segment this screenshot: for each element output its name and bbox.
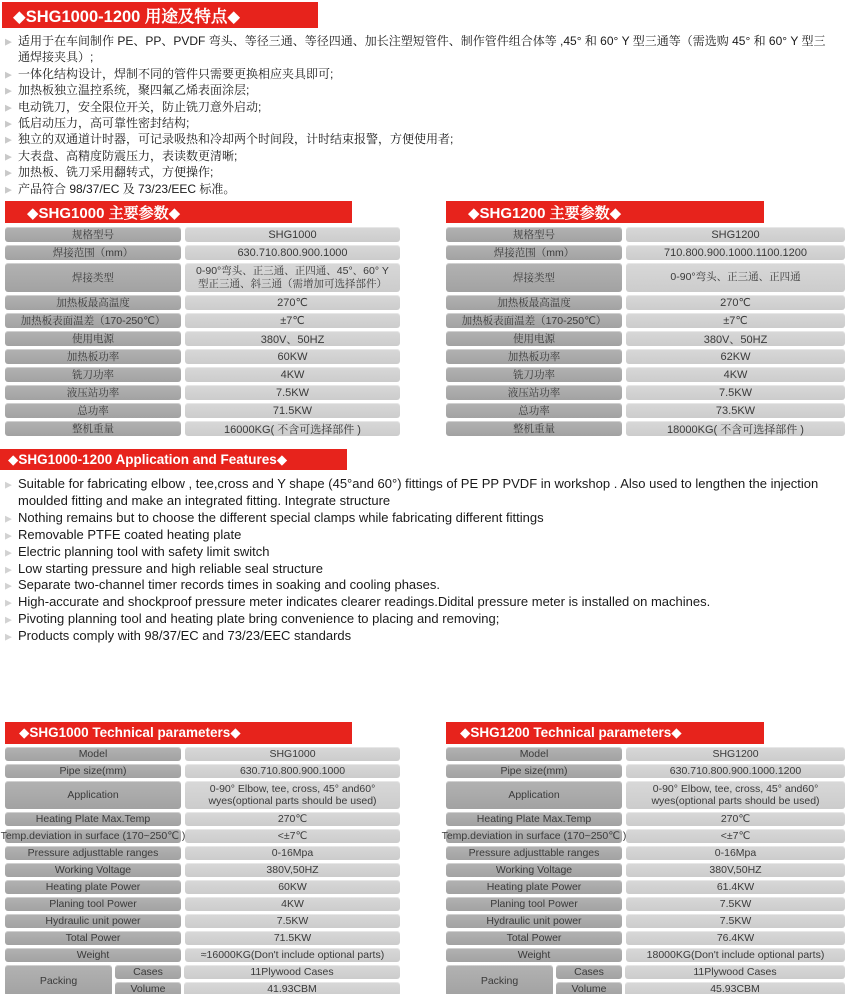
row-value: <±7℃ <box>626 829 845 843</box>
table-row <box>446 764 845 778</box>
table-row <box>5 349 400 364</box>
table-row <box>5 880 400 894</box>
table-row <box>446 421 845 436</box>
table-row <box>0 829 400 843</box>
table-row <box>446 263 845 292</box>
bullet-triangle-icon: ▶ <box>5 580 12 591</box>
tech-table-shg1000 <box>0 722 400 994</box>
table-row <box>5 331 400 346</box>
row-value: 61.4KW <box>626 880 845 894</box>
row-value: ±7℃ <box>185 313 400 328</box>
feature-text: 电动铣刀，安全限位开关，防止铣刀意外启动; <box>18 99 262 114</box>
row-value: 4KW <box>185 897 400 911</box>
packing-label: Packing <box>5 965 112 994</box>
feature-text: Products comply with 98/37/EC and 73/23/EEC standards <box>18 628 352 644</box>
table-row <box>446 367 845 382</box>
feature-item <box>5 611 827 628</box>
row-label: Application <box>446 781 622 809</box>
bullet-triangle-icon: ▶ <box>5 530 12 541</box>
table-row <box>5 295 400 310</box>
bullet-triangle-icon: ▶ <box>5 36 12 47</box>
table-row <box>446 781 845 809</box>
table-row <box>5 781 400 809</box>
row-label: Heating Plate Max.Temp <box>446 812 622 826</box>
row-label: 总功率 <box>5 403 181 418</box>
table-row <box>5 263 400 292</box>
table-row <box>441 829 845 843</box>
feature-item <box>5 164 829 180</box>
row-label: Model <box>446 747 622 761</box>
table-row <box>446 385 845 400</box>
table-row <box>446 880 845 894</box>
packing-sub-label: Volume <box>115 982 181 994</box>
row-value: 60KW <box>185 880 400 894</box>
row-label: Working Voltage <box>5 863 181 877</box>
row-label: 整机重量 <box>446 421 622 436</box>
row-value: 270℃ <box>626 295 845 310</box>
row-label: 液压站功率 <box>5 385 181 400</box>
table-title-shg1000-params: ◆SHG1000 主要参数◆ <box>5 201 352 223</box>
table-title-shg1000-tech: ◆SHG1000 Technical parameters◆ <box>5 722 352 744</box>
feature-list-cn <box>5 33 829 197</box>
row-label: Total Power <box>446 931 622 945</box>
bullet-triangle-icon: ▶ <box>5 69 12 80</box>
row-label: Model <box>5 747 181 761</box>
feature-text: Nothing remains but to choose the different special clamps while fabricating different fittings <box>18 509 544 525</box>
row-label: 加热板最高温度 <box>446 295 622 310</box>
row-value: 380V、50HZ <box>185 331 400 346</box>
table-row <box>446 227 845 242</box>
row-value: 0-90°弯头、正三通、正四通 <box>626 263 845 292</box>
packing-value: 11Plywood Cases <box>625 965 845 979</box>
row-label: Planing tool Power <box>446 897 622 911</box>
bullet-triangle-icon: ▶ <box>5 547 12 558</box>
row-value: 270℃ <box>185 812 400 826</box>
row-value: 0-16Mpa <box>626 846 845 860</box>
row-label: Temp.deviation in surface (170~250℃ ) <box>0 830 186 842</box>
feature-item <box>5 476 827 510</box>
feature-item <box>5 561 827 578</box>
feature-text: Electric planning tool with safety limit switch <box>18 543 270 559</box>
row-label: 规格型号 <box>5 227 181 242</box>
table-row <box>5 245 400 260</box>
row-label: 使用电源 <box>5 331 181 346</box>
row-value: 0-90° Elbow, tee, cross, 45° and60° wyes(optional parts should be used) <box>185 781 400 809</box>
table-row <box>446 245 845 260</box>
feature-item <box>5 628 827 645</box>
row-value: 60KW <box>185 349 400 364</box>
row-value: ±7℃ <box>626 313 845 328</box>
packing-value: 11Plywood Cases <box>184 965 400 979</box>
row-value: SHG1200 <box>626 747 845 761</box>
row-value: 62KW <box>626 349 845 364</box>
packing-value: 45.93CBM <box>625 982 845 994</box>
table-row <box>5 846 400 860</box>
row-label: 加热板功率 <box>5 349 181 364</box>
row-label: 总功率 <box>446 403 622 418</box>
row-value: 4KW <box>626 367 845 382</box>
row-value: 630.710.800.900.1000 <box>185 245 400 260</box>
table-row <box>446 897 845 911</box>
feature-item <box>5 594 827 611</box>
row-value: 7.5KW <box>185 385 400 400</box>
table-row <box>446 948 845 962</box>
table-row <box>446 846 845 860</box>
row-value: SHG1000 <box>185 227 400 242</box>
row-value: 7.5KW <box>185 914 400 928</box>
row-value: 380V,50HZ <box>626 863 845 877</box>
row-label: Heating Plate Max.Temp <box>5 812 181 826</box>
row-label: 加热板表面温差（170-250℃） <box>5 313 181 328</box>
row-value: 630.710.800.900.1000 <box>185 764 400 778</box>
feature-text: 适用于在车间制作 PE、PP、PVDF 弯头、等径三通、等径四通、加长注塑短管件、制作管件组合体等 ,45° 和 60° Y 型三通等（需选购 45° 和 60° Y 型三通焊接夹具）; <box>18 34 826 65</box>
feature-item <box>5 82 829 98</box>
row-value: SHG1000 <box>185 747 400 761</box>
feature-text: 大表盘、高精度防震压力，表读数更清晰; <box>18 148 238 163</box>
feature-item <box>5 66 829 82</box>
packing-sub-label: Cases <box>556 965 622 979</box>
table-row <box>5 764 400 778</box>
feature-item <box>5 544 827 561</box>
row-label: 加热板最高温度 <box>5 295 181 310</box>
row-label: Weight <box>446 948 622 962</box>
row-value: 7.5KW <box>626 385 845 400</box>
row-label: Hydraulic unit power <box>5 914 181 928</box>
feature-item <box>5 527 827 544</box>
row-label: 加热板表面温差（170-250℃） <box>446 313 622 328</box>
table-row <box>446 747 845 761</box>
table-row <box>5 948 400 962</box>
packing-label: Packing <box>446 965 553 994</box>
row-value: ≈16000KG(Don't include optional parts) <box>185 948 400 962</box>
bullet-triangle-icon: ▶ <box>5 118 12 129</box>
row-label: 铣刀功率 <box>5 367 181 382</box>
row-value: 0-16Mpa <box>185 846 400 860</box>
row-label: 使用电源 <box>446 331 622 346</box>
row-value: SHG1200 <box>626 227 845 242</box>
row-label: Temp.deviation in surface (170~250℃ ) <box>441 830 627 842</box>
bullet-triangle-icon: ▶ <box>5 614 12 625</box>
feature-item <box>5 33 829 66</box>
table-row <box>5 897 400 911</box>
table-row <box>446 313 845 328</box>
bullet-triangle-icon: ▶ <box>5 564 12 575</box>
param-table-shg1200 <box>446 201 845 439</box>
row-label: Pipe size(mm) <box>5 764 181 778</box>
bullet-triangle-icon: ▶ <box>5 479 12 490</box>
bullet-triangle-icon: ▶ <box>5 597 12 608</box>
row-value: 710.800.900.1000.1100.1200 <box>626 245 845 260</box>
packing-value: 41.93CBM <box>184 982 400 994</box>
feature-item <box>5 99 829 115</box>
table-row <box>5 812 400 826</box>
feature-text: Pivoting planning tool and heating plate bring convenience to placing and removing; <box>18 611 500 627</box>
packing-group <box>446 965 845 994</box>
row-label: Total Power <box>5 931 181 945</box>
row-label: Heating plate Power <box>5 880 181 894</box>
row-value: 4KW <box>185 367 400 382</box>
feature-item <box>5 510 827 527</box>
feature-text: 低启动压力，高可靠性密封结构; <box>18 116 190 131</box>
feature-text: Low starting pressure and high reliable seal structure <box>18 560 323 576</box>
row-value: 73.5KW <box>626 403 845 418</box>
table-row <box>5 747 400 761</box>
row-label: Heating plate Power <box>446 880 622 894</box>
bullet-triangle-icon: ▶ <box>5 167 12 178</box>
row-label: 铣刀功率 <box>446 367 622 382</box>
row-value: 380V,50HZ <box>185 863 400 877</box>
feature-text: Removable PTFE coated heating plate <box>18 526 242 542</box>
packing-group <box>5 965 400 994</box>
row-value: 18000KG( 不含可选择部件 ) <box>626 421 845 436</box>
row-value: 76.4KW <box>626 931 845 945</box>
feature-item <box>5 148 829 164</box>
bullet-triangle-icon: ▶ <box>5 102 12 113</box>
feature-text: Suitable for fabricating elbow , tee,cross and Y shape (45°and 60°) fittings of PE PP PVDF in workshop . Also used to lengthen the injection moulded fitting and make an integrated fitting. Integrate structure <box>18 476 819 508</box>
table-row <box>5 914 400 928</box>
feature-item <box>5 181 829 197</box>
row-label: 整机重量 <box>5 421 181 436</box>
row-value: 270℃ <box>626 812 845 826</box>
table-row <box>5 367 400 382</box>
table-row <box>446 812 845 826</box>
row-label: Working Voltage <box>446 863 622 877</box>
table-row <box>5 403 400 418</box>
table-row <box>446 914 845 928</box>
feature-item <box>5 577 827 594</box>
row-label: Pressure adjusttable ranges <box>446 846 622 860</box>
packing-sub-label: Volume <box>556 982 622 994</box>
row-value: 0-90° Elbow, tee, cross, 45° and60° wyes(optional parts should be used) <box>626 781 845 809</box>
row-label: Pipe size(mm) <box>446 764 622 778</box>
row-value: 7.5KW <box>626 914 845 928</box>
table-title-shg1200-params: ◆SHG1200 主要参数◆ <box>446 201 764 223</box>
row-label: 焊接类型 <box>5 263 181 292</box>
table-row <box>446 863 845 877</box>
bullet-triangle-icon: ▶ <box>5 151 12 162</box>
row-label: Planing tool Power <box>5 897 181 911</box>
feature-item <box>5 131 829 147</box>
feature-text: 独立的双通道计时器，可记录吸热和冷却两个时间段，计时结束报警，方便使用者; <box>18 132 454 147</box>
row-label: Application <box>5 781 181 809</box>
table-row <box>5 385 400 400</box>
row-value: 380V、50HZ <box>626 331 845 346</box>
table-row <box>5 313 400 328</box>
row-label: 加热板功率 <box>446 349 622 364</box>
row-label: Pressure adjusttable ranges <box>5 846 181 860</box>
table-row <box>446 931 845 945</box>
bullet-triangle-icon: ▶ <box>5 631 12 642</box>
section-title-usage-features-cn: ◆SHG1000-1200 用途及特点◆ <box>2 2 318 28</box>
row-label: 焊接范围（mm） <box>5 245 181 260</box>
row-value: 71.5KW <box>185 931 400 945</box>
section-title-application-features-en: ◆SHG1000-1200 Application and Features◆ <box>0 449 347 470</box>
row-value: <±7℃ <box>185 829 400 843</box>
row-value: 0-90°弯头、正三通、正四通、45°、60° Y型正三通、斜三通（需增加可选择部件） <box>185 263 400 292</box>
row-label: Hydraulic unit power <box>446 914 622 928</box>
feature-text: 加热板、铣刀采用翻转式，方便操作; <box>18 165 214 180</box>
row-label: 规格型号 <box>446 227 622 242</box>
bullet-triangle-icon: ▶ <box>5 134 12 145</box>
packing-sub-label: Cases <box>115 965 181 979</box>
table-row <box>5 931 400 945</box>
row-value: 71.5KW <box>185 403 400 418</box>
row-label: Weight <box>5 948 181 962</box>
table-row <box>5 227 400 242</box>
table-row <box>446 349 845 364</box>
feature-text: Separate two-channel timer records times in soaking and cooling phases. <box>18 577 441 593</box>
feature-text: 产品符合 98/37/EC 及 73/23/EEC 标准。 <box>18 181 236 196</box>
bullet-triangle-icon: ▶ <box>5 184 12 195</box>
table-row <box>446 331 845 346</box>
feature-list-en <box>5 476 827 645</box>
tech-table-shg1200 <box>441 722 845 994</box>
row-value: 270℃ <box>185 295 400 310</box>
feature-text: 加热板独立温控系统，聚四氟乙烯表面涂层; <box>18 83 250 98</box>
bullet-triangle-icon: ▶ <box>5 85 12 96</box>
table-row <box>446 295 845 310</box>
row-label: 液压站功率 <box>446 385 622 400</box>
bullet-triangle-icon: ▶ <box>5 513 12 524</box>
row-value: 18000KG(Don't include optional parts) <box>626 948 845 962</box>
row-label: 焊接范围（mm） <box>446 245 622 260</box>
feature-item <box>5 115 829 131</box>
table-row <box>5 421 400 436</box>
row-label: 焊接类型 <box>446 263 622 292</box>
table-row <box>446 403 845 418</box>
row-value: 16000KG( 不含可选择部件 ) <box>185 421 400 436</box>
feature-text: High-accurate and shockproof pressure meter indicates clearer readings.Didital pressure meter is installed on machines. <box>18 594 711 610</box>
row-value: 7.5KW <box>626 897 845 911</box>
param-table-shg1000 <box>5 201 400 439</box>
table-row <box>5 863 400 877</box>
table-title-shg1200-tech: ◆SHG1200 Technical parameters◆ <box>446 722 764 744</box>
row-value: 630.710.800.900.1000.1200 <box>626 764 845 778</box>
feature-text: 一体化结构设计，焊制不同的管件只需要更换相应夹具即可; <box>18 66 334 81</box>
